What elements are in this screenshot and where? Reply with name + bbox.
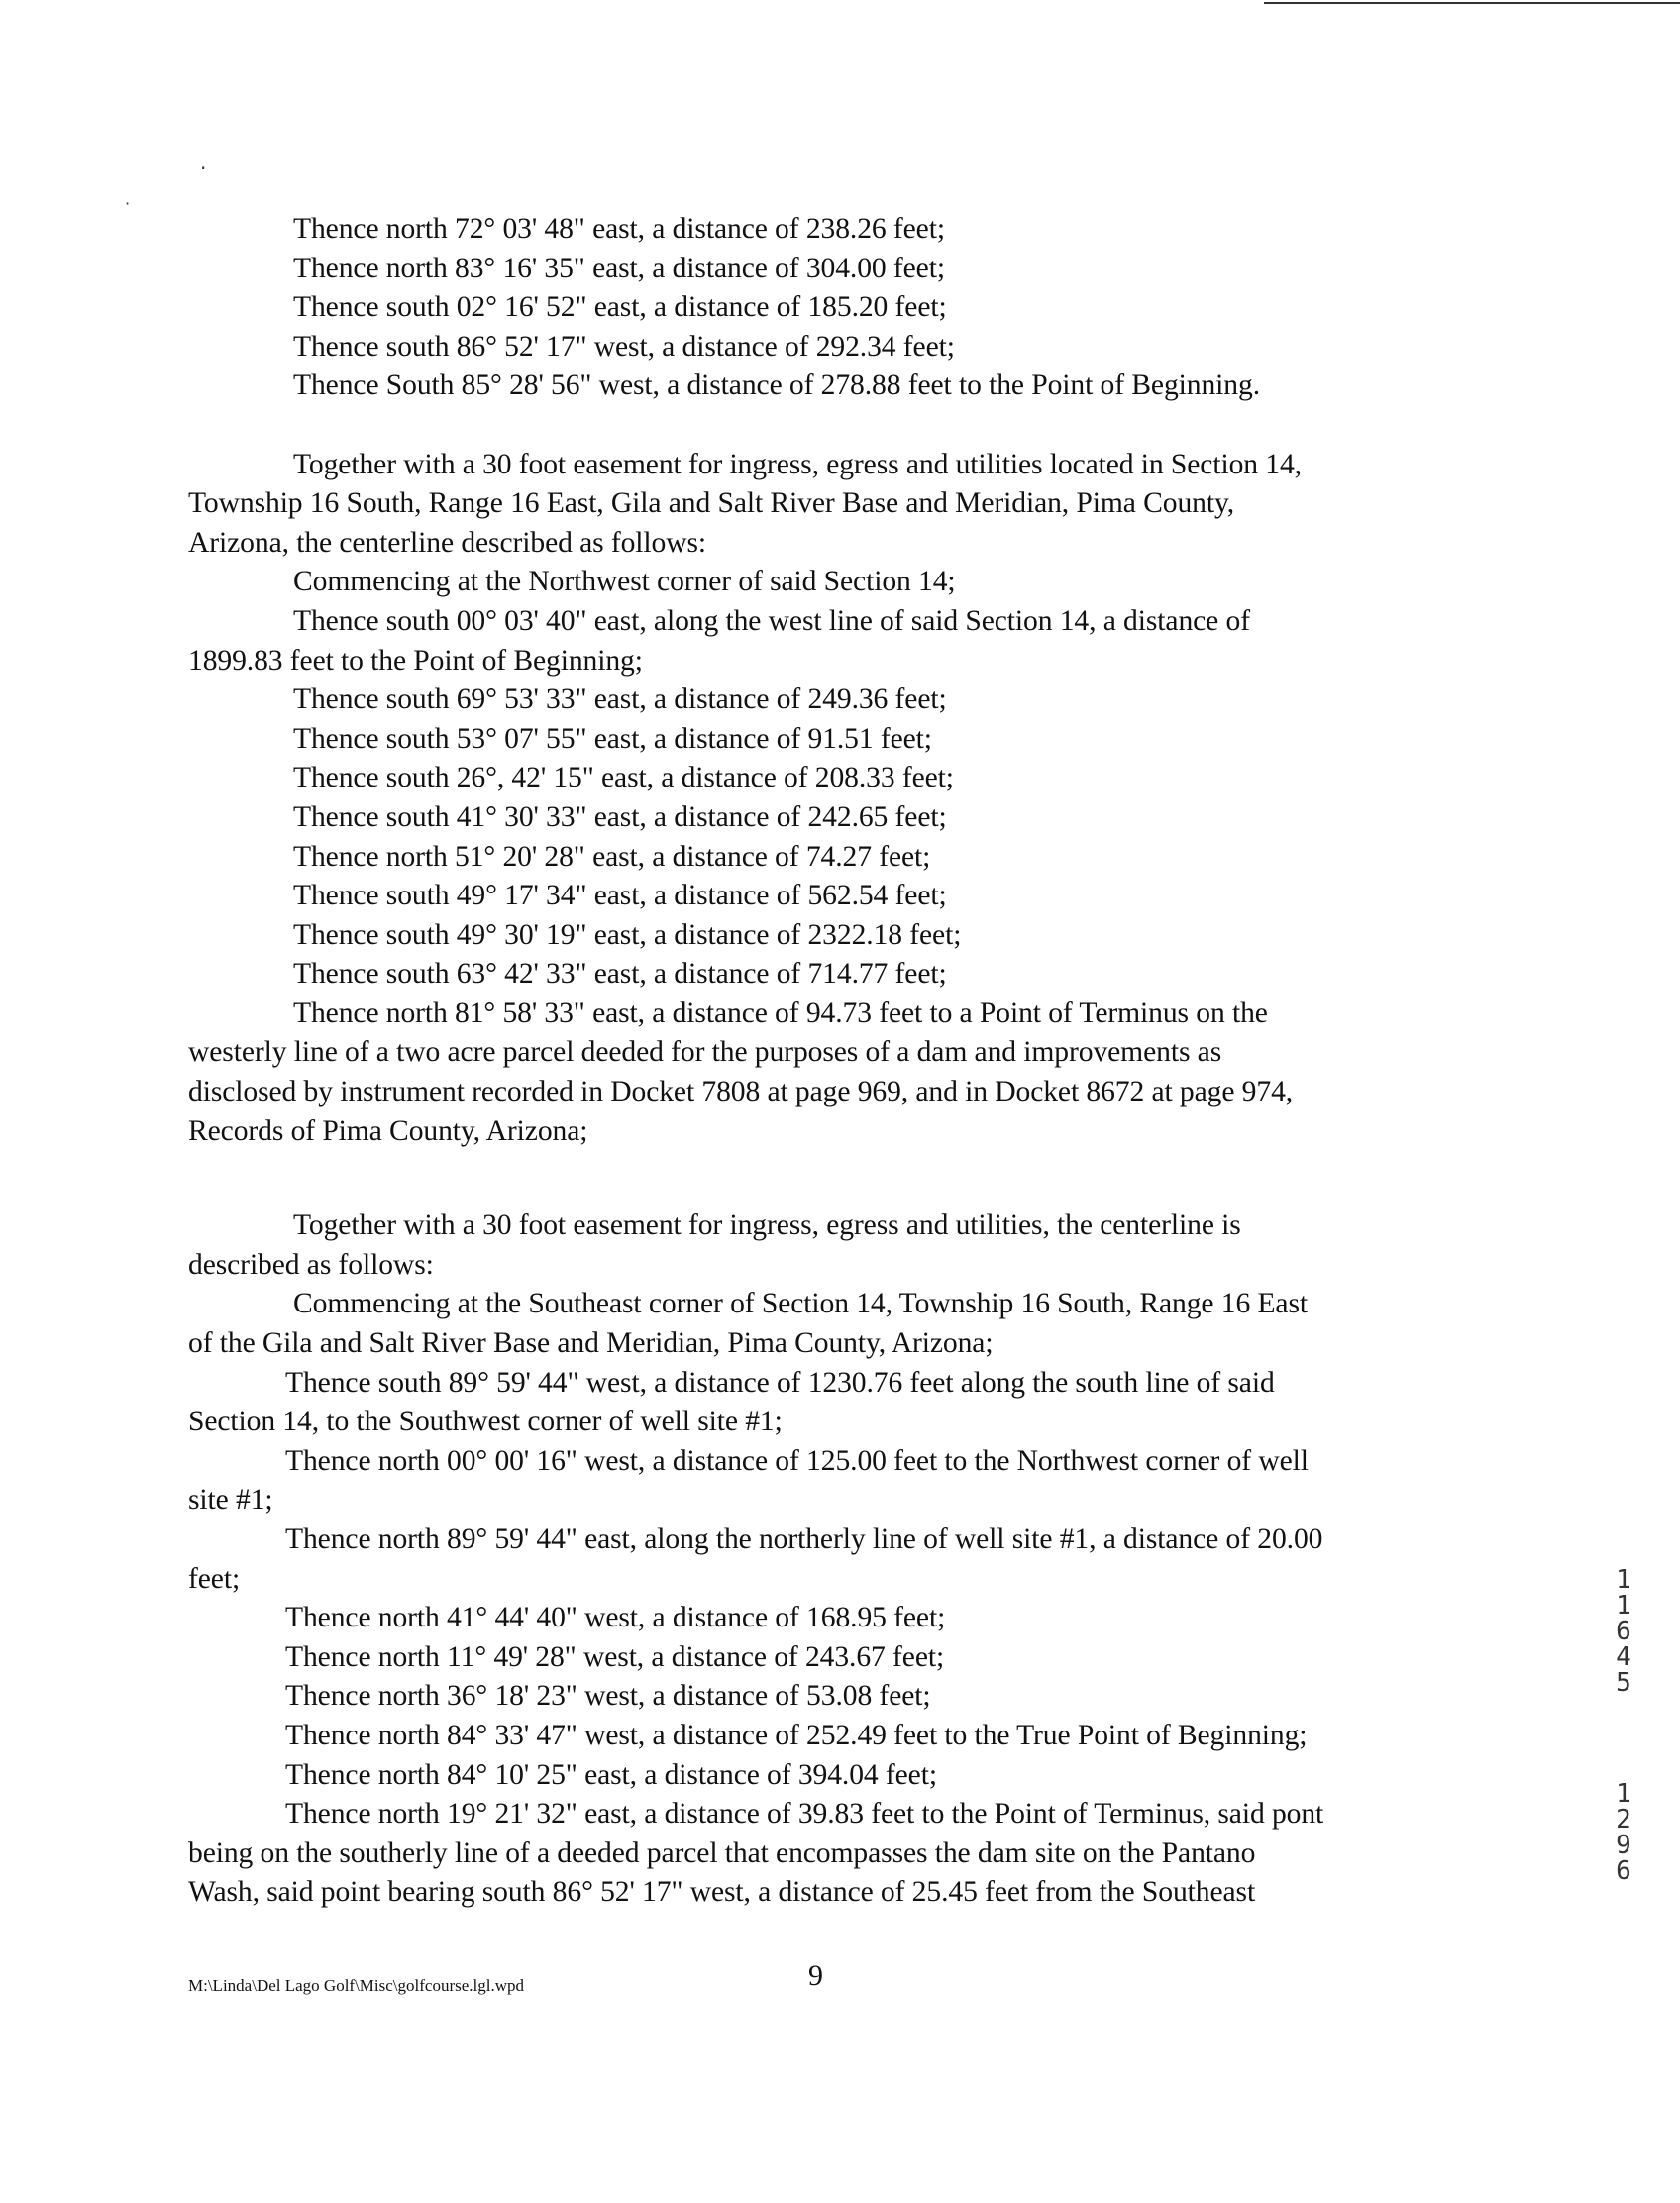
document-line: Thence north 41° 44' 40" west, a distance of 168.95 feet; xyxy=(285,1602,946,1634)
stamp-digit: 1 xyxy=(1616,1591,1631,1621)
document-line: 1899.83 feet to the Point of Beginning; xyxy=(188,644,643,677)
document-line: Thence north 84° 33' 47" west, a distance of 252.49 feet to the True Point of Beginning; xyxy=(285,1719,1308,1751)
document-line: Thence north 00° 00' 16" west, a distance of 125.00 feet to the Northwest corner of well xyxy=(285,1444,1309,1477)
document-line: Thence south 69° 53' 33" east, a distance of 249.36 feet; xyxy=(293,683,947,716)
document-line: Thence south 89° 59' 44" west, a distance of 1230.76 feet along the south line of said xyxy=(285,1366,1275,1399)
document-line: Records of Pima County, Arizona; xyxy=(188,1114,588,1147)
stamp-digit: 6 xyxy=(1616,1617,1631,1646)
stamp-digit: 2 xyxy=(1616,1805,1631,1835)
document-line: Thence south 02° 16' 52" east, a distance of 185.20 feet; xyxy=(293,291,947,324)
paragraph-gap xyxy=(188,406,1476,446)
stamp-digit: 1 xyxy=(1616,1779,1631,1809)
recording-stamp-page xyxy=(1611,1781,1636,1884)
document-line: Thence south 00° 03' 40" east, along the west line of said Section 14, a distance of xyxy=(293,604,1250,637)
document-line: Thence north 36° 18' 23" west, a distance of 53.08 feet; xyxy=(285,1680,931,1713)
document-line: Thence south 63° 42' 33" east, a distance of 714.77 feet; xyxy=(293,958,947,991)
paragraph-gap xyxy=(188,1151,1476,1206)
page-number: 9 xyxy=(808,1959,823,1992)
stamp-digit: 9 xyxy=(1616,1831,1631,1860)
stamp-digit: 4 xyxy=(1616,1642,1631,1672)
document-line: Thence north 19° 21' 32" east, a distance of 39.83 feet to the Point of Terminus, said pont xyxy=(285,1798,1324,1831)
document-line: Thence south 86° 52' 17" west, a distance of 292.34 feet; xyxy=(293,330,955,363)
document-line: Commencing at the Northwest corner of said Section 14; xyxy=(293,566,956,598)
document-line: feet; xyxy=(188,1562,241,1595)
document-line: Together with a 30 foot easement for ingress, egress and utilities located in Section 14, xyxy=(293,448,1302,480)
top-edge-rule xyxy=(1264,2,1680,4)
stamp-digit: 6 xyxy=(1616,1856,1631,1886)
document-line: Thence south 26°, 42' 15" east, a distance of 208.33 feet; xyxy=(293,762,954,794)
document-line: Township 16 South, Range 16 East, Gila and Salt River Base and Meridian, Pima County, xyxy=(188,487,1235,520)
document-line: being on the southerly line of a deeded parcel that encompasses the dam site on the Pantano xyxy=(188,1836,1256,1869)
document-line: of the Gila and Salt River Base and Meridian, Pima County, Arizona; xyxy=(188,1327,994,1360)
document-line: Section 14, to the Southwest corner of well site #1; xyxy=(188,1406,783,1438)
document-line: disclosed by instrument recorded in Docket 7808 at page 969, and in Docket 8672 at page 974, xyxy=(188,1076,1294,1108)
document-line: Thence south 53° 07' 55" east, a distance of 91.51 feet; xyxy=(293,722,932,755)
document-line: described as follows: xyxy=(188,1248,434,1281)
document-line: Thence north 51° 20' 28" east, a distance of 74.27 feet; xyxy=(293,840,931,873)
document-line: Thence south 49° 30' 19" east, a distance of 2322.18 feet; xyxy=(293,918,962,951)
scan-speck-mark: · xyxy=(125,194,131,213)
stamp-digit: 5 xyxy=(1616,1668,1631,1698)
footer-file-path: M:\Linda\Del Lago Golf\Misc\golfcourse.lgl.wpd xyxy=(188,1976,524,1995)
document-line: site #1; xyxy=(188,1484,273,1517)
scan-speck-mark: · xyxy=(200,157,207,180)
document-line: Together with a 30 foot easement for ingress, egress and utilities, the centerline is xyxy=(293,1209,1241,1242)
document-line: Thence north 72° 03' 48" east, a distance of 238.26 feet; xyxy=(293,213,945,245)
document-line: Thence north 83° 16' 35" east, a distance of 304.00 feet; xyxy=(293,252,945,284)
document-line: Thence south 49° 17' 34" east, a distance of 562.54 feet; xyxy=(293,880,947,912)
recording-stamp-docket xyxy=(1611,1567,1636,1696)
document-line: Thence north 11° 49' 28" west, a distance of 243.67 feet; xyxy=(285,1640,945,1673)
document-line: Thence north 89° 59' 44" east, along the northerly line of well site #1, a distance of 20.00 xyxy=(285,1523,1323,1555)
document-line: Commencing at the Southeast corner of Section 14, Township 16 South, Range 16 East xyxy=(293,1288,1308,1320)
document-line: Wash, said point bearing south 86° 52' 17" west, a distance of 25.45 feet from the Southeast xyxy=(188,1876,1256,1909)
document-line: Thence south 41° 30' 33" east, a distance of 242.65 feet; xyxy=(293,800,947,833)
legal-description-body xyxy=(188,210,1476,1913)
stamp-digit: 1 xyxy=(1616,1565,1631,1595)
document-line: Thence north 84° 10' 25" east, a distance of 394.04 feet; xyxy=(285,1758,937,1791)
document-line: westerly line of a two acre parcel deeded for the purposes of a dam and improvements as xyxy=(188,1036,1222,1069)
document-line: Thence South 85° 28' 56" west, a distance of 278.88 feet to the Point of Beginning. xyxy=(293,369,1260,402)
document-line: Arizona, the centerline described as follows: xyxy=(188,526,707,559)
document-line: Thence north 81° 58' 33" east, a distance of 94.73 feet to a Point of Terminus on the xyxy=(293,997,1268,1029)
